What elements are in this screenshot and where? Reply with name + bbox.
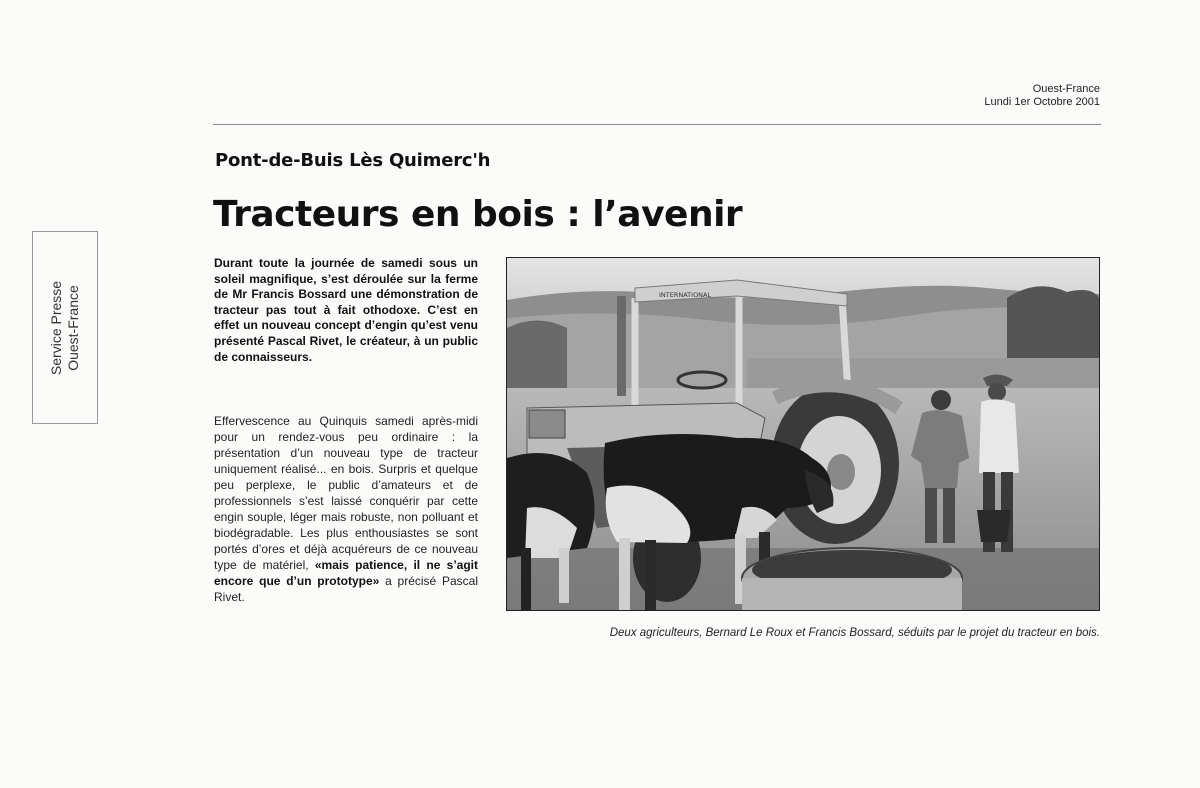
tractor-brand-label: INTERNATIONAL <box>659 291 712 299</box>
stamp-text <box>48 280 82 374</box>
press-service-stamp <box>32 231 98 424</box>
publication-date: Lundi 1er Octobre 2001 <box>984 96 1100 108</box>
lead-paragraph: Durant toute la journée de samedi sous un soleil magnifique, s’est déroulée sur la ferme de Mr Francis Bossard une démonstration de tracteur pas tout à fait othodoxe. C’est en effet un nouveau concept d’engin qu’est venu présenté Pascal Rivet, le créateur, à un public de connaisseurs. <box>214 256 478 364</box>
body-intro: Effervescence au Quinquis samedi après-midi pour un rendez-vous peu ordinaire : la présentation d’un nouveau type de tracteur uniquement réalisé... en bois. Surpris et quelque peu perplexe, le public d’amateurs et de professionnels s’est laissé conquérir par cette engin souple, léger mais robuste, non polluant et biodégradable. Les plus enthousiastes se sont portés d’ores et déjà acquéreurs de ce nouveau type de matériel, <box>214 414 478 572</box>
masthead <box>984 83 1100 109</box>
stamp-line-1: Service Presse <box>48 280 64 375</box>
photo-caption: Deux agriculteurs, Bernard Le Roux et Francis Bossard, séduits par le projet du tracteur en bois. <box>609 627 1100 639</box>
header-rule <box>213 124 1101 125</box>
body-end: a précisé Pascal Rivet. <box>214 574 478 604</box>
newspaper-name: Ouest-France <box>1032 83 1100 95</box>
location-heading: Pont-de-Buis Lès Quimerc'h <box>215 150 491 171</box>
article-photo <box>506 257 1100 611</box>
body-quote: «mais patience, il ne s’agit encore que d’un prototype» <box>214 558 478 588</box>
stamp-line-2: Ouest-France <box>65 284 81 371</box>
headline: Tracteurs en bois : l’avenir <box>213 194 743 235</box>
body-paragraph <box>214 413 478 605</box>
